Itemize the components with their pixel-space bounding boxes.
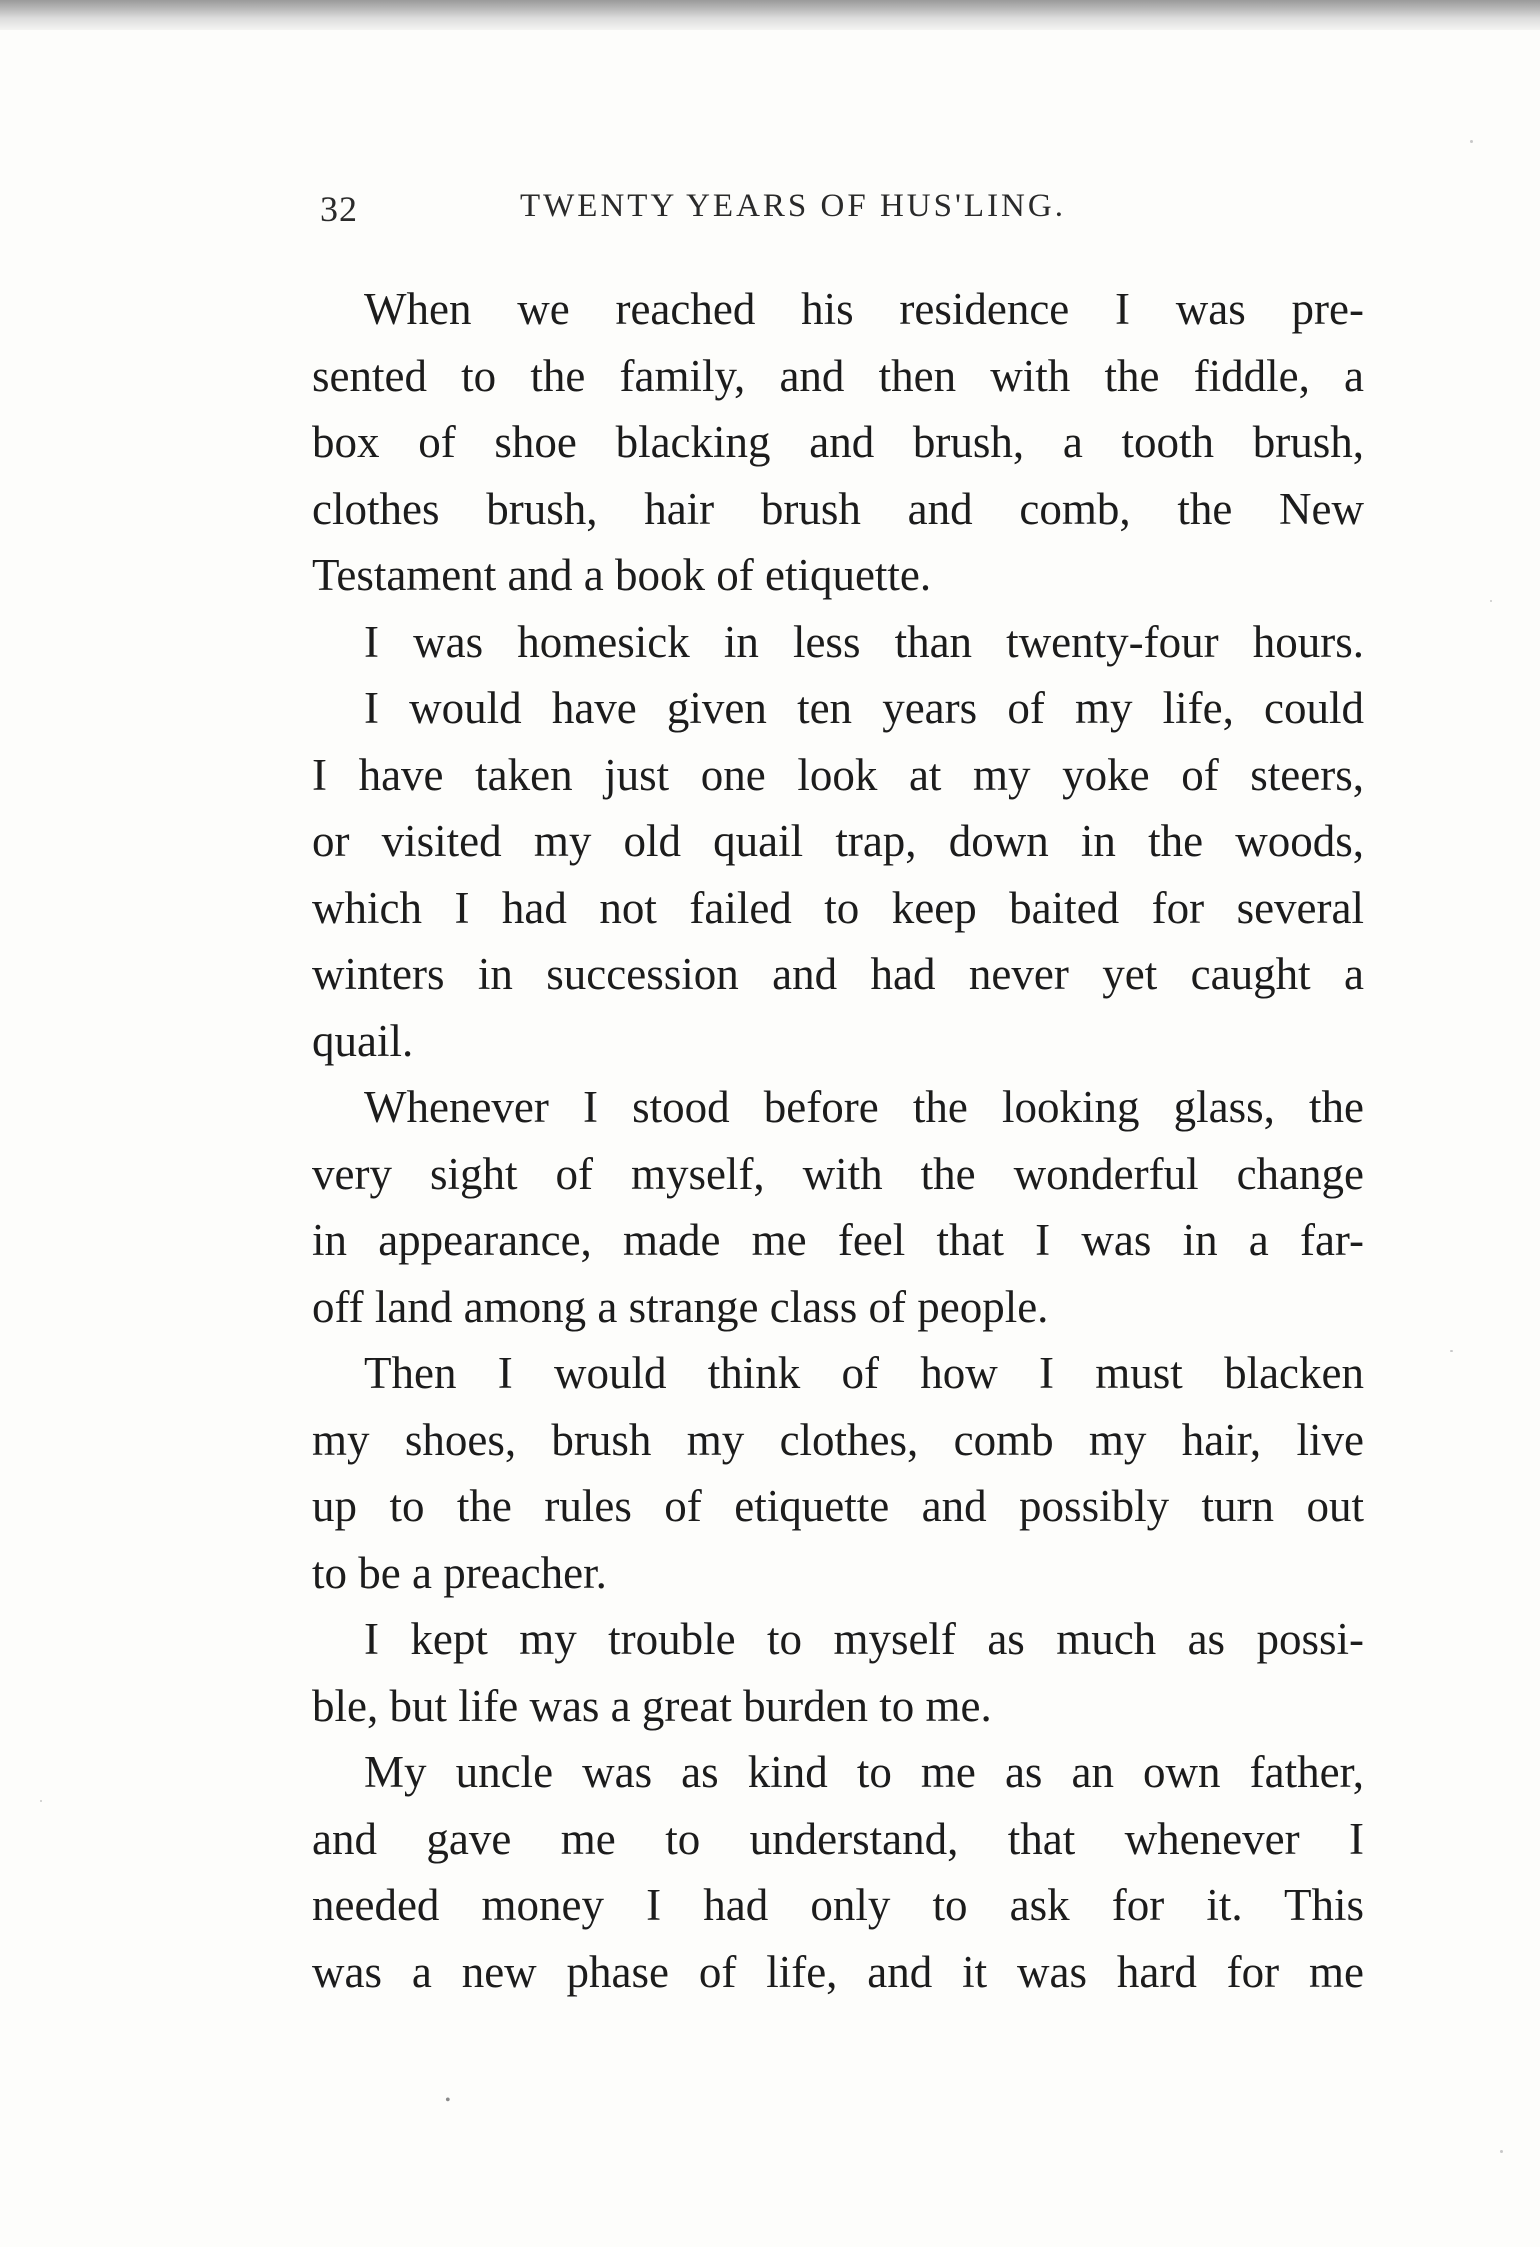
scan-speckle xyxy=(1490,600,1492,602)
paragraph xyxy=(312,276,1364,609)
text-line: my shoes, brush my clothes, comb my hair, live xyxy=(312,1414,1364,1465)
text-line: or visited my old quail trap, down in the woods, xyxy=(312,816,1364,866)
paragraph xyxy=(312,1074,1364,1340)
text-line: needed money I had only to ask for it. This xyxy=(312,1880,1364,1930)
scan-speckle xyxy=(1500,2150,1503,2153)
text-line: to be a preacher. xyxy=(312,1547,607,1598)
text-line: When we reached his residence I was pre- xyxy=(364,284,1364,334)
body-text xyxy=(312,276,1364,2005)
paragraph xyxy=(312,609,1364,676)
scan-speckle xyxy=(1450,1350,1453,1352)
text-line: winters in succession and had never yet caught a xyxy=(312,949,1364,999)
scanned-page-top-edge xyxy=(0,0,1540,30)
scan-speckle xyxy=(1470,140,1473,143)
page-header xyxy=(320,188,1360,238)
text-line: off land among a strange class of people. xyxy=(312,1281,1049,1332)
text-line: box of shoe blacking and brush, a tooth brush, xyxy=(312,417,1364,467)
printers-mark: • xyxy=(445,2092,451,2109)
text-line: Then I would think of how I must blacken xyxy=(364,1348,1364,1398)
paragraph xyxy=(312,1340,1364,1606)
text-line: was a new phase of life, and it was hard for me xyxy=(312,1946,1364,1997)
text-line: ble, but life was a great burden to me. xyxy=(312,1680,992,1731)
scan-speckle xyxy=(40,1800,42,1802)
text-line: My uncle was as kind to me as an own father, xyxy=(364,1747,1364,1797)
text-line: I was homesick in less than twenty-four hours. xyxy=(364,616,1364,667)
text-line: quail. xyxy=(312,1015,414,1066)
text-line: I have taken just one look at my yoke of steers, xyxy=(312,749,1364,800)
text-line: I kept my trouble to myself as much as possi- xyxy=(364,1614,1364,1664)
text-line: clothes brush, hair brush and comb, the New xyxy=(312,483,1364,534)
text-line: up to the rules of etiquette and possibly turn out xyxy=(312,1481,1364,1531)
text-line: Whenever I stood before the looking glass, the xyxy=(364,1082,1364,1132)
text-line: Testament and a book of etiquette. xyxy=(312,550,932,600)
text-line: very sight of myself, with the wonderful change xyxy=(312,1148,1364,1199)
text-line: in appearance, made me feel that I was in a far- xyxy=(312,1215,1364,1265)
running-title: TWENTY YEARS OF HUS'LING. xyxy=(520,188,1066,224)
paragraph xyxy=(312,1606,1364,1739)
page-number: 32 xyxy=(320,189,358,229)
paragraph xyxy=(312,1739,1364,2005)
paragraph xyxy=(312,675,1364,1074)
text-line: which I had not failed to keep baited for several xyxy=(312,882,1364,933)
text-line: I would have given ten years of my life, could xyxy=(364,683,1364,733)
text-line: sented to the family, and then with the fiddle, a xyxy=(312,350,1364,401)
text-line: and gave me to understand, that whenever I xyxy=(312,1813,1364,1864)
